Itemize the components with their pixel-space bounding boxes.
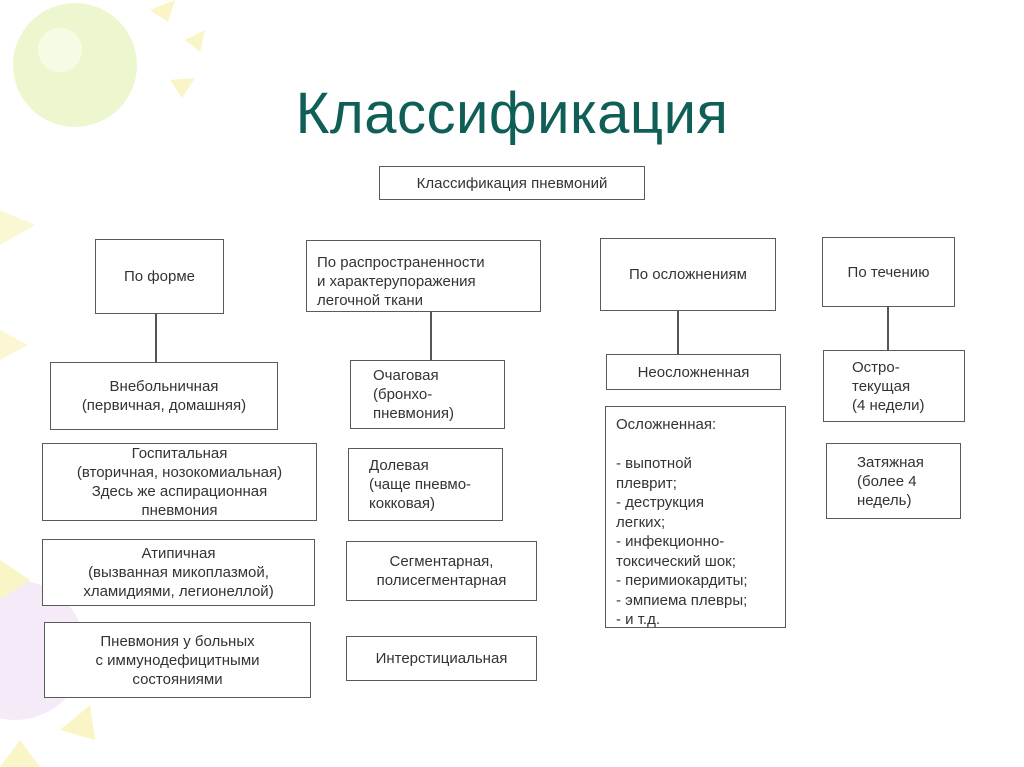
connector-complications bbox=[677, 311, 679, 354]
category-by-form: По форме bbox=[95, 239, 224, 314]
category-by-course: По течению bbox=[822, 237, 955, 307]
course-acute: Остро- текущая (4 недели) bbox=[823, 350, 965, 422]
extent-segmental: Сегментарная, полисегментарная bbox=[346, 541, 537, 601]
extent-interstitial: Интерстициальная bbox=[346, 636, 537, 681]
root-node: Классификация пневмоний bbox=[379, 166, 645, 200]
form-immunodeficient: Пневмония у больных с иммунодефицитными состояниями bbox=[44, 622, 311, 698]
connector-course bbox=[887, 307, 889, 350]
form-atypical: Атипичная (вызванная микоплазмой, хламидиями, легионеллой) bbox=[42, 539, 315, 606]
category-by-extent: По распространенности и характерупоражения легочной ткани bbox=[306, 240, 541, 312]
complications-uncomplicated: Неосложненная bbox=[606, 354, 781, 390]
category-by-complications: По осложнениям bbox=[600, 238, 776, 311]
connector-form bbox=[155, 314, 157, 362]
extent-focal: Очаговая (бронхо- пневмония) bbox=[350, 360, 505, 429]
connector-extent bbox=[430, 312, 432, 360]
form-hospital: Госпитальная (вторичная, нозокомиальная) Здесь же аспирационная пневмония bbox=[42, 443, 317, 521]
slide-title: Классификация bbox=[295, 81, 729, 146]
course-prolonged: Затяжная (более 4 недель) bbox=[826, 443, 961, 519]
complications-complicated: Осложненная: - выпотной плеврит; - деструкция легких; - инфекционно- токсический шок; - перимиокардиты; - эмпиема плевры; - и т.д. bbox=[605, 406, 786, 628]
extent-lobar: Долевая (чаще пневмо- кокковая) bbox=[348, 448, 503, 521]
form-community-acquired: Внебольничная (первичная, домашняя) bbox=[50, 362, 278, 430]
sun-ray-shape bbox=[150, 0, 175, 22]
